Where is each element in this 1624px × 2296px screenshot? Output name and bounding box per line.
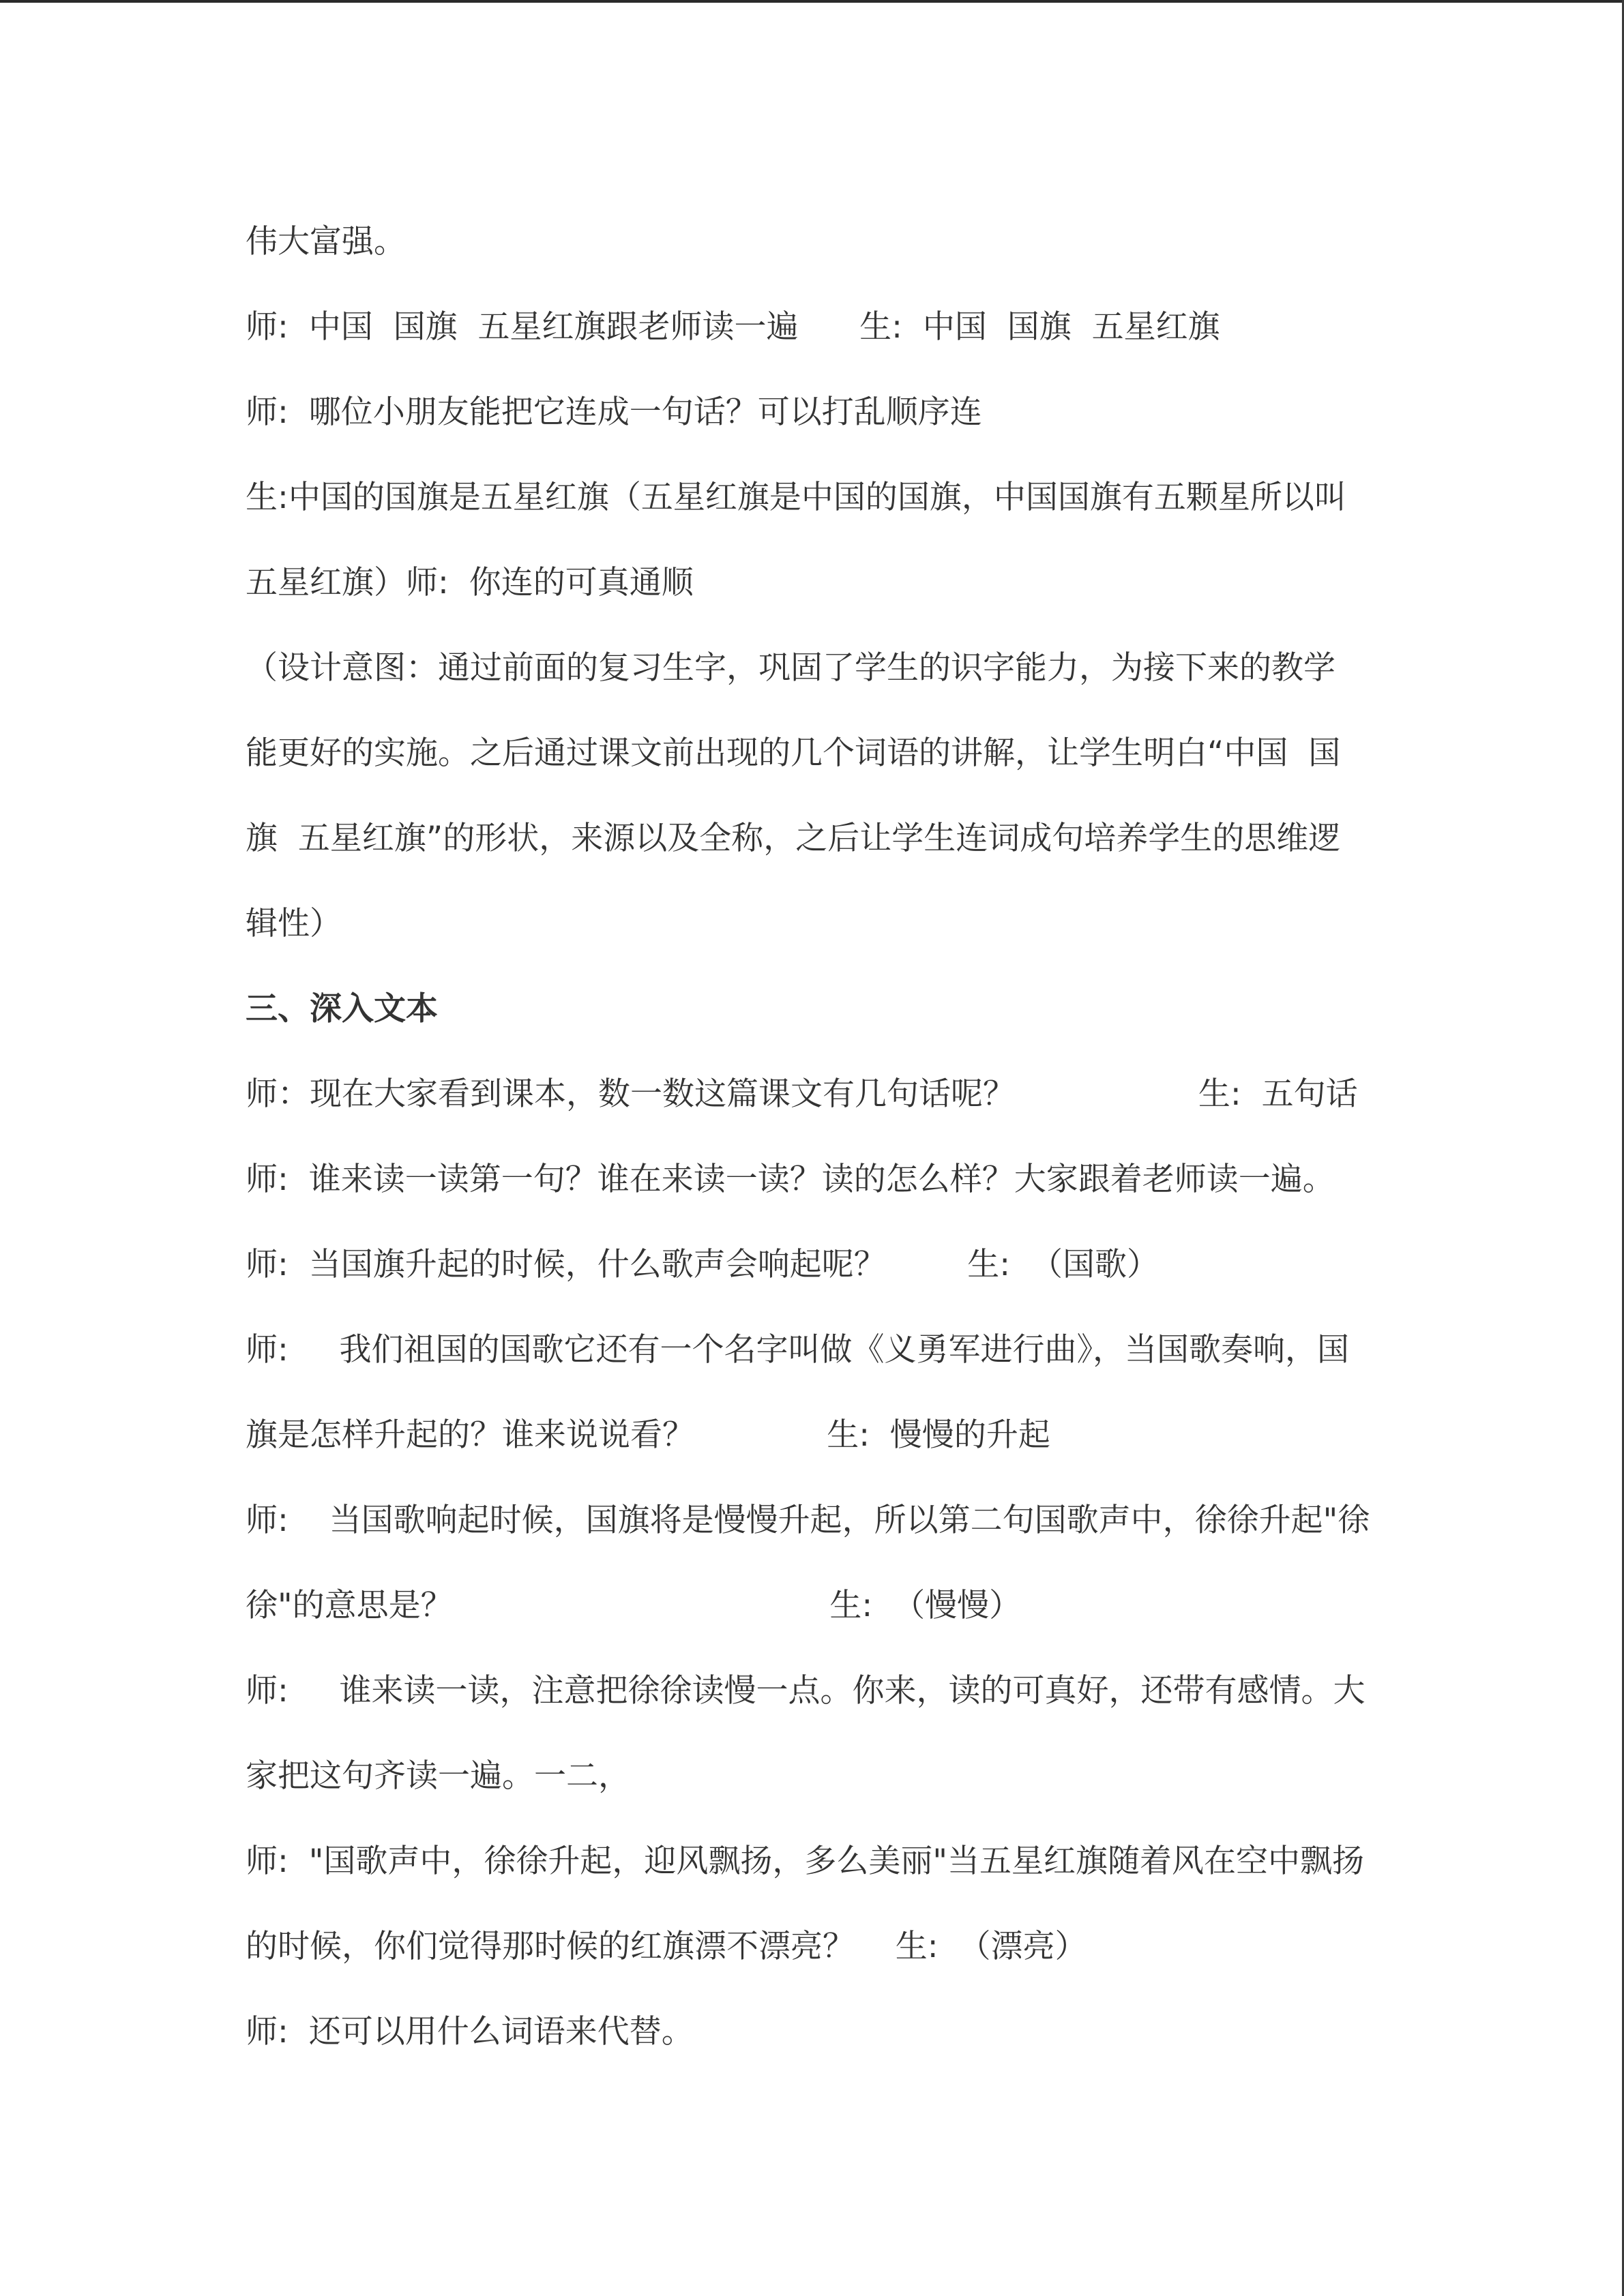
section-heading: 三、深入文本: [246, 990, 438, 1028]
paragraph-line: 能更好的实施。之后通过课文前出现的几个词语的讲解，让学生明白“中国 国: [246, 734, 1341, 772]
paragraph-line: 生:中国的国旗是五星红旗（五星红旗是中国的国旗，中国国旗有五颗星所以叫: [246, 479, 1346, 516]
paragraph-line: 师: 还可以用什么词语来代替。: [246, 2013, 694, 2051]
paragraph-line: 师: 当国歌响起时候，国旗将是慢慢升起，所以第二句国歌声中，徐徐升起"徐: [246, 1502, 1370, 1539]
paragraph-line: 师: 谁来读一读，注意把徐徐读慢一点。你来，读的可真好，还带有感情。大: [246, 1672, 1365, 1710]
paragraph-line: 师: 中国 国旗 五星红旗跟老师读一遍 生: 中国 国旗 五星红旗: [246, 308, 1220, 346]
paragraph-line: 五星红旗）师: 你连的可真通顺: [246, 564, 694, 601]
paragraph-line: 伟大富强。: [246, 223, 406, 260]
paragraph-line: 的时候，你们觉得那时候的红旗漂不漂亮？ 生: （漂亮）: [246, 1928, 1087, 1965]
paragraph-line: 师: 谁来读一读第一句？谁在来读一读？读的怎么样？大家跟着老师读一遍。: [246, 1161, 1335, 1198]
paragraph-line: 师: 哪位小朋友能把它连成一句话？可以打乱顺序连: [246, 393, 982, 431]
paragraph-line: 徐"的意思是？ 生: （慢慢）: [246, 1587, 1022, 1624]
page-top-border: [0, 0, 1624, 3]
paragraph-line: 师: "国歌声中，徐徐升起，迎风飘扬，多么美丽"当五星红旗随着风在空中飘扬: [246, 1843, 1364, 1880]
paragraph-line: 师: 当国旗升起的时候，什么歌声会响起呢？ 生: （国歌）: [246, 1246, 1159, 1283]
paragraph-line: （设计意图：通过前面的复习生字，巩固了学生的识字能力，为接下来的教学: [246, 649, 1335, 687]
paragraph-line: 辑性）: [246, 905, 342, 942]
paragraph-line: 旗是怎样升起的？谁来说说看？ 生: 慢慢的升起: [246, 1416, 1050, 1454]
paragraph-line: 师：现在大家看到课本，数一数这篇课文有几句话呢？ 生: 五句话: [246, 1075, 1358, 1113]
paragraph-line: 旗 五星红旗”的形状，来源以及全称，之后让学生连词成句培养学生的思维逻: [246, 820, 1341, 857]
paragraph-line: 师: 我们祖国的国歌它还有一个名字叫做《义勇军进行曲》，当国歌奏响，国: [246, 1331, 1350, 1369]
paragraph-line: 家把这句齐读一遍。一二，: [246, 1757, 630, 1795]
